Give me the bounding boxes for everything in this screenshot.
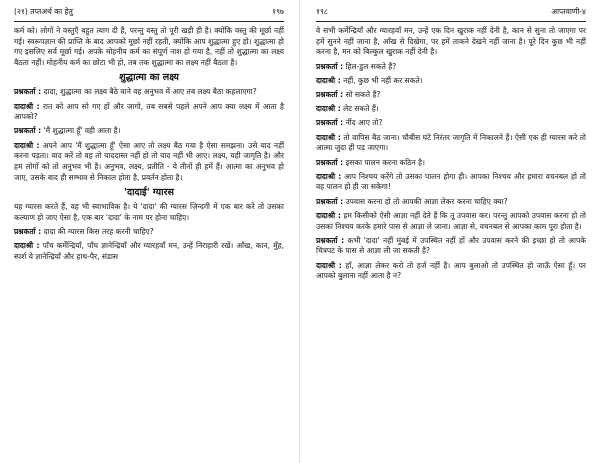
left-header-rule bbox=[14, 21, 284, 22]
right-page-body bbox=[316, 26, 586, 282]
paragraph: दादाश्री : हाँ, आज्ञा लेकर करो तो हर्ज नहीं है। आप बुलाओ तो उपस्थित हो जाऊँ ऐसा हूँ। पर आपको बुलाना नहीं आता है न? bbox=[316, 260, 586, 281]
paragraph: दादाश्री : रात को आप सो गए हों और जागो, तब सबसे पहले अपने आप क्या लक्ष्य में आता है आपको? bbox=[14, 101, 284, 122]
paragraph: वे सभी कर्मेन्द्रियाँ और ग्यारहवाँ मन, उन्हें एक दिन खुराक नहीं देनी है, कान से सुना तो जाएगा पर हमें सुनने नहीं जाना है, आँख से दिखेगा, पर हमें ताकने देखने नहीं जाना है। पूरे दिन कुछ भी नहीं करना है, मन को बिल्कुल खुराक नहीं देनी है। bbox=[316, 26, 586, 57]
paragraph: दादाश्री : पाँच कर्मेन्द्रियाँ, पाँच ज्ञानेन्द्रियाँ और ग्यारहवाँ मन, उन्हें निराहारी रखें। आँख, कान, मुँह, स्पर्श ये ज्ञानेन्द्रियाँ और हाथ-पैर, संडास bbox=[14, 241, 284, 261]
page-gutter bbox=[299, 0, 300, 463]
right-header-rule bbox=[316, 21, 586, 22]
section-heading: 'दादाई' ग्यारस bbox=[124, 186, 174, 198]
left-page-number: १९७ bbox=[272, 7, 284, 16]
paragraph: यह ग्यारस करते हैं, वह भी स्वाभाविक है। ये 'दादा' की ग्यारस ज़िन्दगी में एक बार करे तो उसका कल्याण हो जाए ऐसा है, एक बार 'दादा' के नाम पर होना चाहिए। bbox=[14, 201, 284, 222]
right-page bbox=[300, 0, 600, 463]
paragraph: दादाश्री : तो वापिस बैठ जाना। चौबीस घंटे निरंतर जागृति में निकालने हैं। ऐसी एक ही ग्यारस करे तो आत्मा जुदा ही पड़ जाएगा। bbox=[316, 132, 586, 153]
section-heading: शुद्धात्मा का लक्ष्य bbox=[119, 72, 179, 84]
paragraph: दादाश्री : अपने आप 'मैं शुद्धात्मा हूँ' ऐसा आए तो लक्ष्य बैठ गया है ऐसा समझना। उसे याद नहीं करना पड़ता। याद करें तो वह तो याददास्त नहीं हो तो याद नहीं भी आए। लक्ष्य, यही जागृति है। और हम लोगों को तो अनुभव भी है। अनुभव, लक्ष्य, प्रतीति - ये तीनों ही हमें हैं। आत्मा का अनुभव हो जाए, उसके बाद ही सम्भाव से निकाल होता है, प्रवर्तन होता है। bbox=[14, 140, 285, 182]
paragraph: प्रश्नकर्ता : दादा की ग्यारस किस तरह करनी चाहिए? bbox=[14, 226, 154, 236]
right-book-title: आप्तवाणी-४ bbox=[551, 7, 586, 16]
paragraph: प्रश्नकर्ता : कभी 'दादा' नहीं मुंबई में उपस्थित नहीं हों और उपवास करने की इच्छा हो तो आपके चित्रपट के पास से आज्ञा ली जा सकती है? bbox=[316, 235, 586, 256]
paragraph: प्रश्नकर्ता : हिल-डुल सकते हैं? bbox=[316, 61, 397, 71]
paragraph: कर्म को। लोगों ने वस्तुएँ बहुत त्याग दी हैं, परन्तु वस्तु तो पूरी खड़ी ही है। क्योंकि वस्तु की मूर्छा नहीं गई। स्वरूपज्ञान की प्राप्ति के बाद आपको मूर्छा नहीं रहती, क्योंकि आप शुद्धात्मा हुए हो। शुद्धात्मा हो गए इसलिए सर्व मूर्छा गई। अपके मोहनीय कर्म का संपूर्ण नाश हो गया है, नहीं तो शुद्धात्मा का लक्ष्य बैठता नहीं। मोहनीय कर्म का छोटा भी हो, तब तक शुद्धात्मा का लक्ष्य नहीं बैठता है। bbox=[14, 26, 284, 68]
right-page-number: १९८ bbox=[316, 7, 328, 16]
paragraph: दादाश्री : आप निश्चय करेंगे तो उसका पालन होगा ही। आपका निश्चय और हमारा वचनबल हो तो वह पालन हो ही जा सकेगा! bbox=[316, 171, 587, 192]
left-page-body bbox=[14, 26, 284, 262]
paragraph: प्रश्नकर्ता : 'मैं शुद्धात्मा हूँ' वही आता है। bbox=[14, 126, 121, 136]
paragraph: दादाश्री : हम किसीको ऐसी आज्ञा नहीं देते हैं कि तू उपवास कर। परन्तु आपको उपवास करना हो तो उसका निश्चय करके हमारे पास से आज्ञा ले जाना। आज्ञा से, वचनबल से आपका काम पूरा होता है। bbox=[316, 210, 586, 231]
paragraph: प्रश्नकर्ता : उपवास करना हो तो आपकी आज्ञा लेकर करना चाहिए क्या? bbox=[316, 196, 508, 206]
paragraph: प्रश्नकर्ता : दादा, शुद्धात्मा का लक्ष्य बैठे याने वह अनुभव में आए तब लक्ष्य बैठा कहलाएगा? bbox=[14, 87, 257, 97]
paragraph: प्रश्नकर्ता : इसका पालन करना कठिन है। bbox=[316, 157, 425, 167]
paragraph: प्रश्नकर्ता : नींद आए तो? bbox=[316, 118, 383, 128]
left-chapter-title: (२१) तप्तअर्थ का हेतु bbox=[14, 7, 73, 16]
right-page-header bbox=[316, 6, 586, 18]
left-page-header bbox=[14, 6, 284, 18]
paragraph: दादाश्री : लेट सकते हैं। bbox=[316, 104, 379, 114]
paragraph: दादाश्री : नहीं, कुछ भी नहीं कर सकते। bbox=[316, 75, 423, 85]
paragraph: प्रश्नकर्ता : सो सकते हैं? bbox=[316, 90, 381, 100]
